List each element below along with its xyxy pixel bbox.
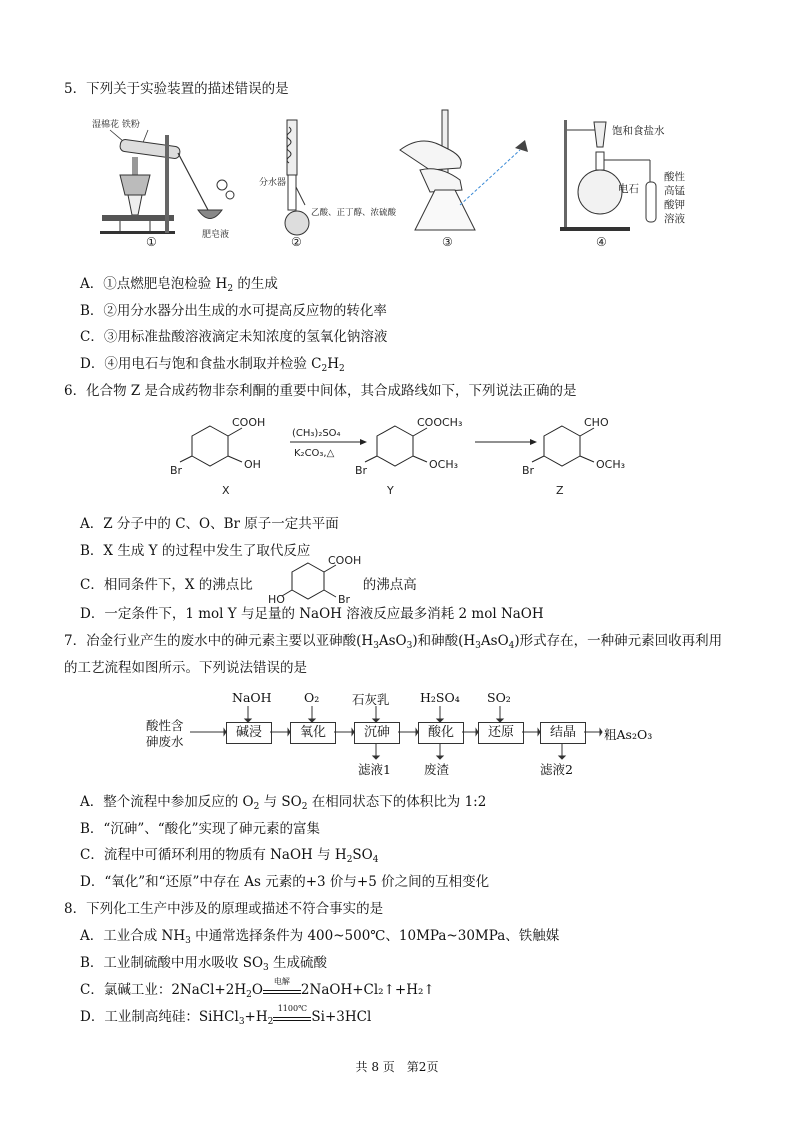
x-oh-label: OH <box>244 458 261 471</box>
flow-out-residue: 废渣 <box>424 762 450 777</box>
reagent-top-label: (CH₃)₂SO₄ <box>292 428 341 439</box>
flow-input-line2: 砷废水 <box>146 734 184 749</box>
svg-text:酸性: 酸性 <box>664 171 685 183</box>
x-br-label: Br <box>170 464 183 477</box>
flow-add-o2: O₂ <box>304 690 320 705</box>
y-cooch3-label: COOCH₃ <box>417 416 463 429</box>
flow-add-so2: SO₂ <box>487 690 511 705</box>
fig2-label-separator: 分水器 <box>259 178 287 188</box>
flow-step-acidify: 酸化 <box>418 722 464 744</box>
q6-option-a: A．Z 分子中的 C、O、Br 原子一定共平面 <box>80 516 339 532</box>
apparatus-4-figure <box>560 112 710 250</box>
page-footer: 共 8 页 第2页 <box>355 1060 439 1074</box>
z-compound-label: Z <box>556 484 564 497</box>
electrolysis-condition: 电解 <box>273 977 290 986</box>
flow-arrows <box>190 700 610 765</box>
x-compound-label: X <box>222 484 230 497</box>
synthesis-route-figure <box>170 408 650 498</box>
flow-add-lime: 石灰乳 <box>352 692 390 707</box>
q6-option-b: B．X 生成 Y 的过程中发生了取代反应 <box>80 543 311 559</box>
q7-stem-line2: 的工艺流程如图所示。下列说法错误的是 <box>64 660 307 676</box>
q7-option-a: A．整个流程中参加反应的 $O_2$ 与 $SO_2$ 在相同状态下的体积比为 1:2 <box>80 794 487 812</box>
q8-option-d: D．工业制高纯硅：$SiHCl_3+H_2$ 1100℃ Si+3HCl <box>80 1008 371 1026</box>
y-br-label: Br <box>355 464 368 477</box>
svg-text:溶液: 溶液 <box>664 213 685 225</box>
fig4-label-carbide: 电石 <box>618 183 639 195</box>
q7-option-d: D．“氧化”和“还原”中存在 As 元素的+3 价与+5 价之间的互相变化 <box>80 874 490 890</box>
flow-product: 粗As₂O₃ <box>604 727 653 742</box>
q6-stem: 6．化合物 Z 是合成药物非奈利酮的重要中间体，其合成路线如下，下列说法正确的是 <box>64 383 577 399</box>
y-compound-label: Y <box>387 484 394 497</box>
q7-option-b: B．“沉砷”、“酸化”实现了砷元素的富集 <box>80 821 321 837</box>
svg-text:高锰: 高锰 <box>664 185 685 197</box>
z-och3-label: OCH₃ <box>596 458 626 471</box>
flow-out-filtrate1: 滤液1 <box>358 762 391 777</box>
q5-option-d: D．④用电石与饱和食盐水制取并检验 $C_2H_2$ <box>80 356 345 374</box>
y-och3-label: OCH₃ <box>429 458 459 471</box>
temperature-condition: 1100℃ <box>277 1004 308 1013</box>
flow-step-oxidation: 氧化 <box>290 722 336 744</box>
flow-step-reduction: 还原 <box>478 722 524 744</box>
isomer-structure-figure <box>268 555 368 605</box>
q5-option-b: B．②用分水器分出生成的水可提高反应物的转化率 <box>80 303 387 319</box>
q5-stem: 5．下列关于实验装置的描述错误的是 <box>64 81 289 97</box>
fig3-number: ③ <box>442 235 453 249</box>
q8-option-c: C．氯碱工业：$2NaCl+2H_2O$ 电解 2NaOH+Cl₂↑+H₂↑ <box>80 981 435 999</box>
fig1-number: ① <box>146 235 157 249</box>
z-br-label: Br <box>522 464 535 477</box>
q7-stem-line1: 7．冶金行业产生的废水中的砷元素主要以亚砷酸$(H_3AsO_3)$和砷酸$(H_3AsO_4)$形式存在，一种砷元素回收再利用 <box>64 633 723 651</box>
iso-cooh-label: COOH <box>328 554 362 567</box>
q6-option-c: C．相同条件下，X 的沸点比 的沸点高 <box>80 577 417 593</box>
flow-step-alkali-leach: 碱浸 <box>226 722 272 744</box>
q5-option-c: C．③用标准盐酸溶液滴定未知浓度的氢氧化钠溶液 <box>80 329 388 345</box>
fig2-label-reagents: 乙酸、正丁醇、浓硫酸 <box>311 208 397 218</box>
flow-input-line1: 酸性含 <box>146 718 184 733</box>
x-cooh-label: COOH <box>232 416 266 429</box>
q6-option-d: D．一定条件下，1 mol Y 与足量的 NaOH 溶液反应最多消耗 2 mol NaOH <box>80 606 544 622</box>
iso-ho-label: HO <box>268 593 285 606</box>
fig4-number: ④ <box>596 235 607 249</box>
fig4-label-kmno4 <box>664 170 685 225</box>
fig4-label-brine: 饱和食盐水 <box>612 125 665 137</box>
flow-add-h2so4: H₂SO₄ <box>420 690 460 705</box>
apparatus-3-figure <box>390 110 540 250</box>
reagent-bottom-label: K₂CO₃,△ <box>294 448 335 459</box>
iso-br-label: Br <box>338 593 351 606</box>
flow-step-crystallize: 结晶 <box>540 722 586 744</box>
apparatus-2-figure <box>255 115 397 250</box>
q8-option-a: A．工业合成 $NH_3$ 中通常选择条件为 400~500℃、10MPa~30MPa、铁触媒 <box>80 928 560 946</box>
fig1-label-soap: 肥皂液 <box>202 230 230 240</box>
q8-option-b: B．工业制硫酸中用水吸收 $SO_3$ 生成硫酸 <box>80 955 328 973</box>
flow-out-filtrate2: 滤液2 <box>540 762 573 777</box>
q8-stem: 8．下列化工生产中涉及的原理或描述不符合事实的是 <box>64 901 384 917</box>
z-cho-label: CHO <box>584 416 609 429</box>
q5-option-a: A．①点燃肥皂泡检验 $H_2$ 的生成 <box>80 276 278 294</box>
fig1-label-top: 湿棉花 铁粉 <box>92 120 140 130</box>
flow-add-naoh: NaOH <box>232 690 272 705</box>
flow-step-precipitation: 沉砷 <box>354 722 400 744</box>
apparatus-1-figure <box>90 115 250 250</box>
q7-option-c: C．流程中可循环利用的物质有 NaOH 与 $H_2SO_4$ <box>80 847 379 865</box>
fig2-number: ② <box>291 235 302 249</box>
svg-text:酸钾: 酸钾 <box>664 199 685 211</box>
